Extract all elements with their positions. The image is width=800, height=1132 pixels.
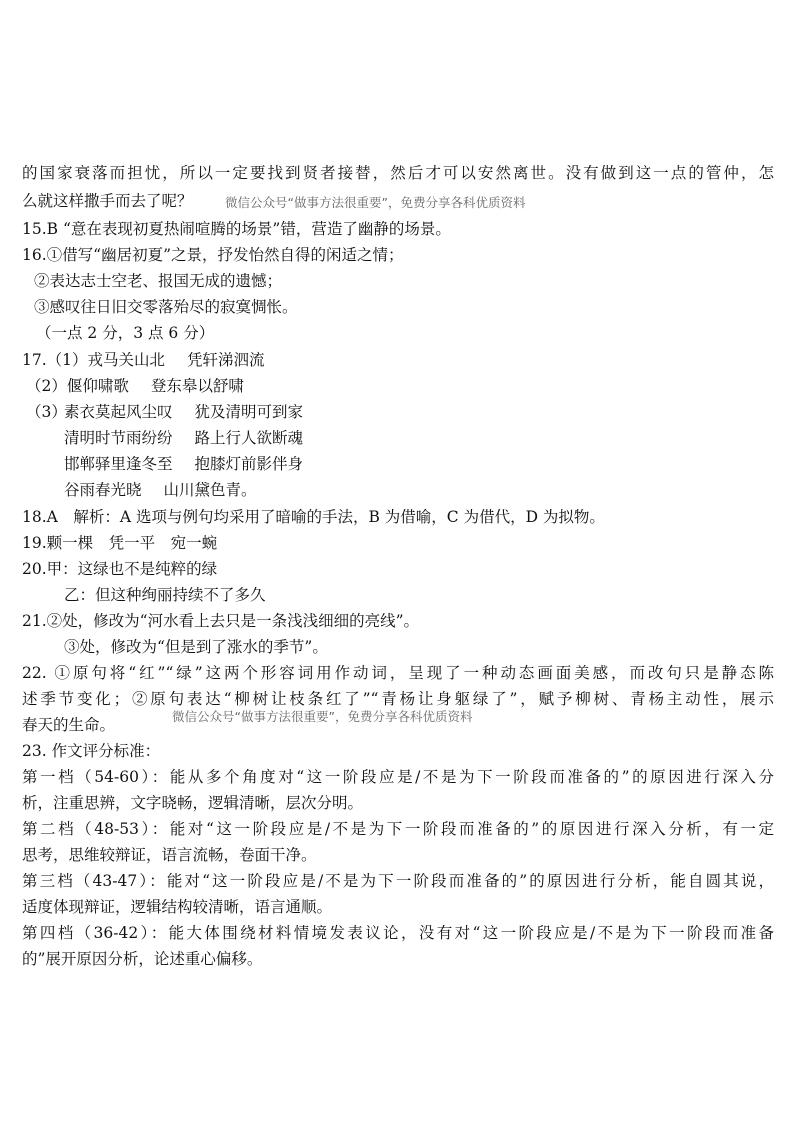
watermark-text: 微信公众号“做事方法很重要”，免费分享各科优质资料 [225, 195, 526, 210]
verse-line: 清明时节雨纷纷 [64, 429, 173, 447]
answer-18: 18.A 解析：A 选项与例句均采用了暗喻的手法，B 为借喻，C 为借代，D 为拟物。 [22, 508, 605, 526]
verse-line: 戎马关山北 [87, 351, 166, 369]
watermark-text: 微信公众号“做事方法很重要”，免费分享各科优质资料 [172, 709, 473, 724]
answer-17-part-1-number: 17.（1） [22, 351, 88, 369]
answer-19: 19.颗一棵 凭一平 宛一蜿 [22, 534, 218, 552]
verse-line: 登东皋以舒啸 [150, 377, 244, 395]
answer-20-line-1: 20.甲：这绿也不是纯粹的绿 [22, 560, 218, 578]
answer-22-line-2: 述季节变化；②原句表达“柳树让枝条红了”“青杨让身躯绿了”，赋予柳树、青杨主动性，展示 [22, 690, 774, 708]
answer-21-line-2: ③处，修改为“但是到了涨水的季节”。 [64, 638, 328, 656]
verse-line: 素衣莫起风尘叹 [64, 403, 173, 421]
answer-16-line-3: ③感叹往日旧交零落殆尽的寂寞惆怅。 [34, 298, 298, 316]
answer-16-scoring-note: （一点 2 分，3 点 6 分） [36, 324, 215, 342]
answer-17-part-3-row-4 [64, 479, 257, 501]
scoring-tier-1-line-2: 析，注重思辨，文字晓畅，逻辑清晰，层次分明。 [22, 794, 364, 812]
verse-line: 路上行人欲断魂 [194, 429, 304, 447]
scoring-tier-2-line-1: 第二档（48-53）：能对“这一阶段应是/不是为下一阶段而准备的”的原因进行深入分析，有一定 [22, 820, 774, 838]
answer-22-line-1: 22. ①原句将“红”“绿”这两个形容词用作动词，呈现了一种动态画面美感，而改句只是静态陈 [22, 664, 774, 682]
scoring-tier-2-line-2: 思考，思维较辩证，语言流畅，卷面干净。 [22, 846, 317, 864]
answer-20-line-2: 乙：但这种绚丽持续不了多久 [64, 586, 266, 604]
verse-line: 抱膝灯前影伴身 [194, 455, 304, 473]
answer-22-line-3: 春天的生命。 [22, 716, 116, 734]
answer-15: 15.B “意在表现初夏热闹喧腾的场景”错，营造了幽静的场景。 [22, 220, 451, 238]
answer-17-part-3-row-1 [64, 401, 303, 423]
verse-line: 偃仰啸歌 [66, 377, 129, 395]
scoring-tier-4-line-2: 的”展开原因分析，论述重心偏移。 [22, 950, 263, 968]
verse-line: 山川黛色青。 [163, 481, 257, 499]
answer-16-line-2: ②表达志士空老、报国无成的遗憾； [34, 272, 283, 290]
answer-21-line-1: 21.②处，修改为“河水看上去只是一条浅浅细细的亮线”。 [22, 612, 420, 630]
answer-17-part-3-row-2 [64, 427, 303, 449]
scoring-tier-3-line-2: 适度体现辩证，逻辑结构较清晰，语言通顺。 [22, 898, 333, 916]
answer-23-title: 23. 作文评分标准： [22, 742, 161, 760]
scoring-tier-1-line-1: 第一档（54-60）：能从多个角度对“这一阶段应是/不是为下一阶段而准备的”的原因进行深入分 [22, 768, 774, 786]
answer-17-part-2-number: （2） [26, 377, 67, 395]
verse-line: 谷雨春光晓 [64, 481, 142, 499]
verse-line: 邯郸驿里逢冬至 [64, 455, 173, 473]
scoring-tier-4-line-1: 第四档（36-42）：能大体围绕材料情境发表议论，没有对“这一阶段应是/不是为下一阶段而准备 [22, 924, 774, 942]
prev-answer-line-2: 么就这样撒手而去了呢？ [22, 192, 193, 210]
verse-line: 犹及清明可到家 [194, 403, 304, 421]
prev-answer-line-1: 的国家衰落而担忧，所以一定要找到贤者接替，然后才可以安然离世。没有做到这一点的管仲，怎 [22, 164, 774, 182]
scoring-tier-3-line-1: 第三档（43-47）：能对“这一阶段应是/不是为下一阶段而准备的”的原因进行分析，能自圆其说， [22, 872, 774, 890]
verse-line: 凭轩涕泗流 [187, 351, 265, 369]
answer-17-part-3-row-3 [64, 453, 303, 475]
answer-16-line-1: 16.①借写“幽居初夏”之景，抒发怡然自得的闲适之情； [22, 246, 404, 264]
answer-17-part-1 [22, 349, 265, 371]
answer-17-part-2 [26, 375, 244, 397]
answer-17-part-3-number: （3） [26, 403, 67, 421]
